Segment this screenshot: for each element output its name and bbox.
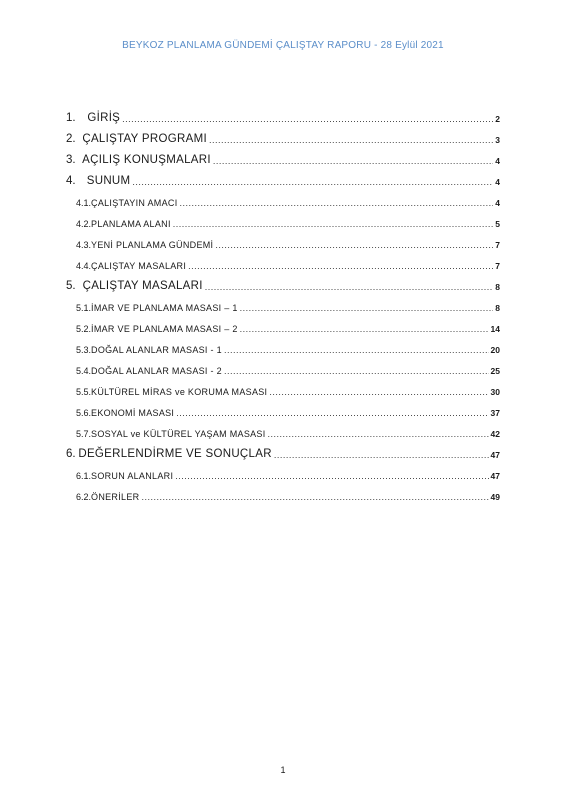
toc-entry-number: 3. <box>66 154 76 166</box>
toc-dot-leader <box>122 114 493 124</box>
toc-entry-page: 49 <box>490 492 500 502</box>
toc-entry-title: İMAR VE PLANLAMA MASASI – 2 <box>91 324 238 334</box>
toc-entry-title: GİRİŞ <box>87 112 121 124</box>
toc-entry-page: 2 <box>495 114 500 124</box>
toc-entry[interactable] <box>62 124 500 145</box>
toc-entry-number: 6.1. <box>76 471 92 481</box>
toc-entry-title: DOĞAL ALANLAR MASASI - 2 <box>91 366 222 376</box>
toc-entry[interactable] <box>62 187 500 208</box>
toc-entry-page: 42 <box>490 429 500 439</box>
toc-entry-number: 4.4. <box>76 261 92 271</box>
toc-entry-title: DOĞAL ALANLAR MASASI - 1 <box>91 345 222 355</box>
toc-entry-number: 5.6. <box>76 408 92 418</box>
toc-entry-number: 6.2. <box>76 492 92 502</box>
toc-entry[interactable] <box>62 103 500 124</box>
toc-entry[interactable] <box>62 250 500 271</box>
toc-entry[interactable] <box>62 334 500 355</box>
toc-entry[interactable] <box>62 292 500 313</box>
toc-dot-leader <box>188 261 493 271</box>
toc-entry-page: 20 <box>490 345 500 355</box>
toc-entry-number: 4.3. <box>76 240 92 250</box>
toc-entry-title: ÇALIŞTAY PROGRAMI <box>82 133 207 145</box>
toc-entry-title: ÇALIŞTAYIN AMACI <box>91 198 178 208</box>
toc-dot-leader <box>213 156 493 166</box>
toc-entry-number: 1. <box>66 112 76 124</box>
toc-entry[interactable] <box>62 376 500 397</box>
toc-entry-title: ÖNERİLER <box>91 492 140 502</box>
toc-dot-leader <box>176 408 488 418</box>
toc-dot-leader <box>268 429 489 439</box>
toc-entry-page: 37 <box>490 408 500 418</box>
toc-entry[interactable] <box>62 166 500 187</box>
toc-dot-leader <box>141 492 488 502</box>
toc-entry-title: SOSYAL ve KÜLTÜREL YAŞAM MASASI <box>91 429 266 439</box>
toc-entry-title: ÇALIŞTAY MASALARI <box>91 261 187 271</box>
toc-entry-title: SORUN ALANLARI <box>91 471 174 481</box>
toc-entry-page: 4 <box>495 198 500 208</box>
toc-entry-number: 5.3. <box>76 345 92 355</box>
toc-entry-title: KÜLTÜREL MİRAS ve KORUMA MASASI <box>91 387 268 397</box>
toc-entry-number: 6. <box>66 448 76 460</box>
toc-entry-title: İMAR VE PLANLAMA MASASI – 1 <box>91 303 238 313</box>
toc-entry[interactable] <box>62 418 500 439</box>
toc-entry-page: 30 <box>490 387 500 397</box>
toc-entry[interactable] <box>62 145 500 166</box>
toc-entry-number: 2. <box>66 133 76 145</box>
toc-dot-leader <box>205 282 494 292</box>
toc-entry[interactable] <box>62 229 500 250</box>
toc-entry[interactable] <box>62 397 500 418</box>
toc-dot-leader <box>240 303 494 313</box>
toc-entry-title: EKONOMİ MASASI <box>91 408 175 418</box>
toc-entry-number: 5.2. <box>76 324 92 334</box>
toc-entry-title: AÇILIŞ KONUŞMALARI <box>82 154 211 166</box>
toc-entry-page: 47 <box>490 450 500 460</box>
toc-dot-leader <box>224 366 489 376</box>
toc-dot-leader <box>269 387 488 397</box>
toc-entry-page: 8 <box>495 303 500 313</box>
toc-dot-leader <box>132 177 493 187</box>
toc-entry-number: 5.1. <box>76 303 92 313</box>
toc-entry-title: DEĞERLENDİRME VE SONUÇLAR <box>78 448 272 460</box>
toc-entry-number: 4.1. <box>76 198 92 208</box>
toc-entry-number: 5. <box>66 280 76 292</box>
toc-entry-number: 4.2. <box>76 219 92 229</box>
toc-entry[interactable] <box>62 355 500 376</box>
toc-entry-number: 5.5. <box>76 387 92 397</box>
toc-entry-page: 7 <box>495 261 500 271</box>
toc-entry-page: 25 <box>490 366 500 376</box>
toc-dot-leader <box>274 450 489 460</box>
toc-entry-number: 4. <box>66 175 76 187</box>
toc-dot-leader <box>175 471 488 481</box>
toc-entry-number: 5.7. <box>76 429 92 439</box>
toc-entry[interactable] <box>62 313 500 334</box>
toc-dot-leader <box>215 240 493 250</box>
toc-entry-page: 4 <box>495 177 500 187</box>
toc-dot-leader <box>240 324 489 334</box>
toc-entry-page: 4 <box>495 156 500 166</box>
toc-dot-leader <box>180 198 494 208</box>
toc-entry-title: YENİ PLANLAMA GÜNDEMİ <box>91 240 214 250</box>
toc-entry-page: 47 <box>490 471 500 481</box>
toc-entry-page: 8 <box>495 282 500 292</box>
toc-entry[interactable] <box>62 481 500 502</box>
toc-entry-title: ÇALIŞTAY MASALARI <box>82 280 203 292</box>
toc-entry-page: 3 <box>495 135 500 145</box>
toc-entry-page: 5 <box>495 219 500 229</box>
toc-dot-leader <box>209 135 493 145</box>
toc-entry-title: PLANLAMA ALANI <box>91 219 171 229</box>
page-number: 1 <box>280 765 286 775</box>
toc-entry-page: 14 <box>490 324 500 334</box>
toc-entry-page: 7 <box>495 240 500 250</box>
table-of-contents <box>62 103 500 502</box>
toc-entry[interactable] <box>62 271 500 292</box>
toc-entry[interactable] <box>62 208 500 229</box>
toc-entry-number: 5.4. <box>76 366 92 376</box>
toc-entry[interactable] <box>62 439 500 460</box>
toc-entry-title: SUNUM <box>86 175 131 187</box>
running-header: BEYKOZ PLANLAMA GÜNDEMİ ÇALIŞTAY RAPORU - 28 Eylül 2021 <box>122 40 444 51</box>
toc-dot-leader <box>173 219 494 229</box>
toc-entry[interactable] <box>62 460 500 481</box>
toc-dot-leader <box>224 345 489 355</box>
